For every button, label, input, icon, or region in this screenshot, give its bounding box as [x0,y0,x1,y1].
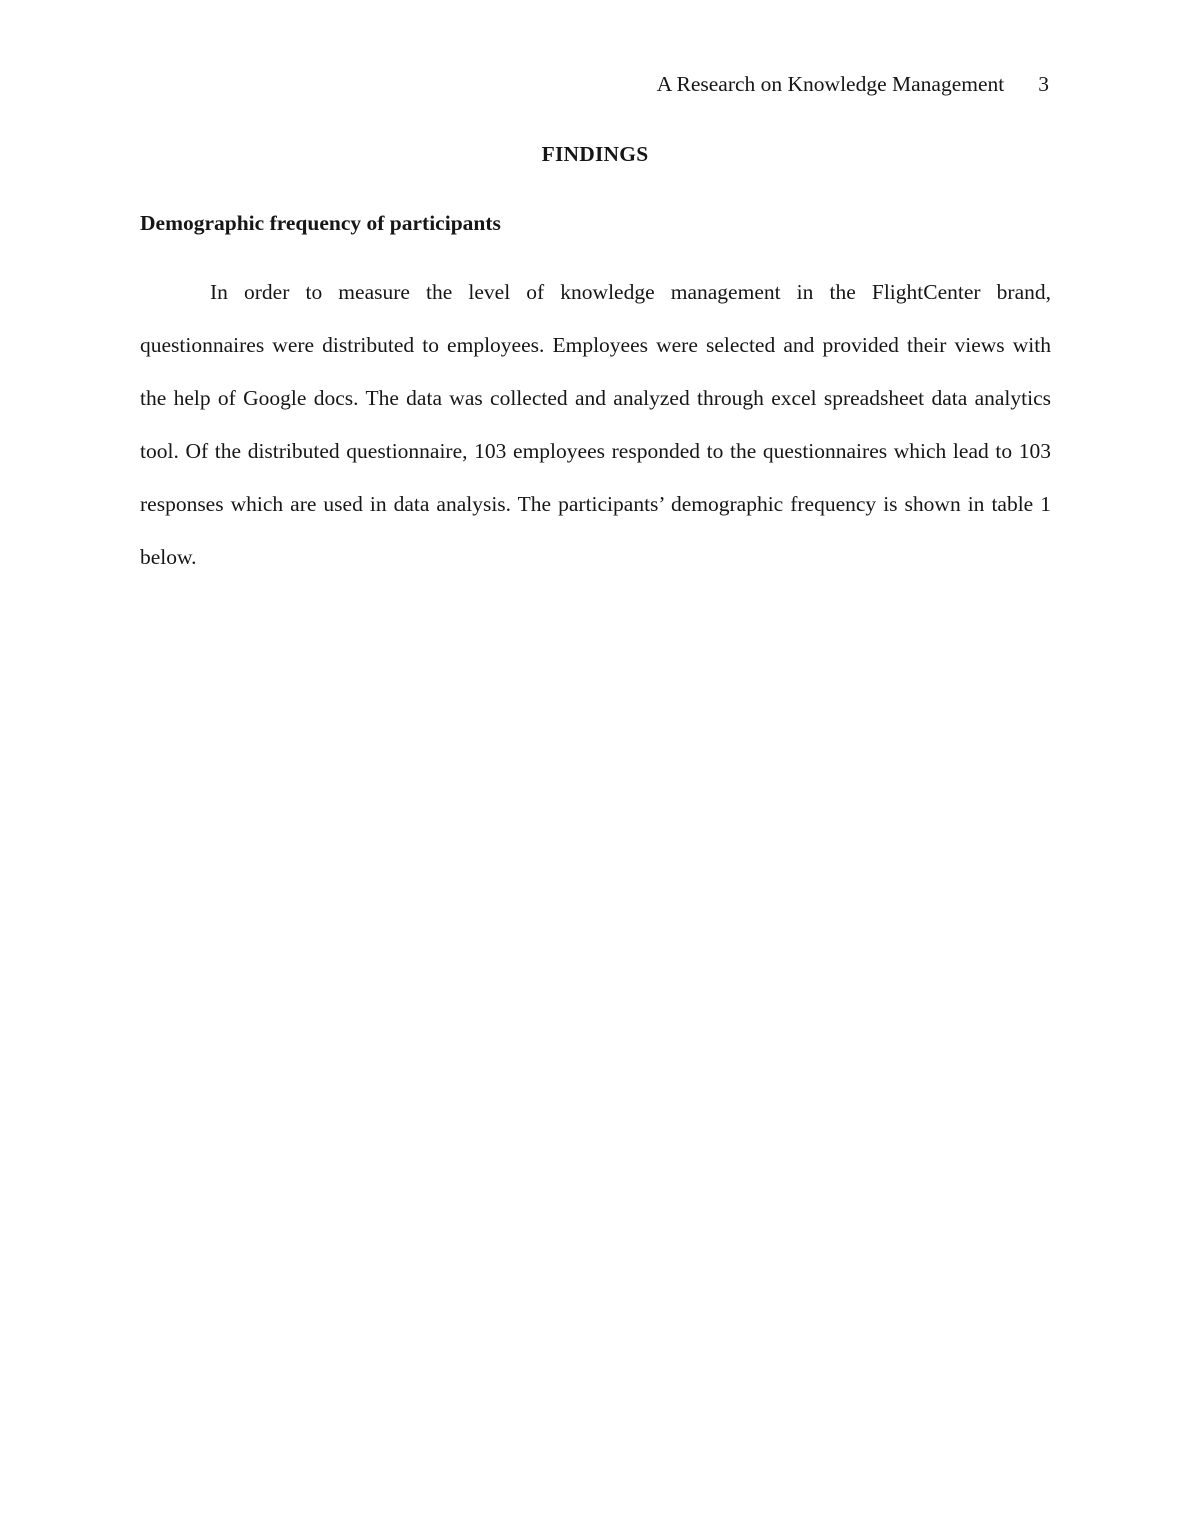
page-number: 3 [1038,72,1049,96]
page-title: FINDINGS [541,142,649,166]
section-heading: Demographic frequency of participants [140,211,501,235]
running-head: A Research on Knowledge Management [656,72,1005,96]
body-paragraph: In order to measure the level of knowledge management in the FlightCenter brand, questionnaires were distributed to employees. Employees were selected and provided their views with the help of Google docs. The data was collected and analyzed through excel spreadsheet data analytics tool. Of the distributed questionnaire, 103 employees responded to the questionnaires which lead to 103 responses which are used in data analysis. The participants’ demographic frequency is shown in table 1 below. [140,280,1051,569]
page-header [140,72,1049,97]
